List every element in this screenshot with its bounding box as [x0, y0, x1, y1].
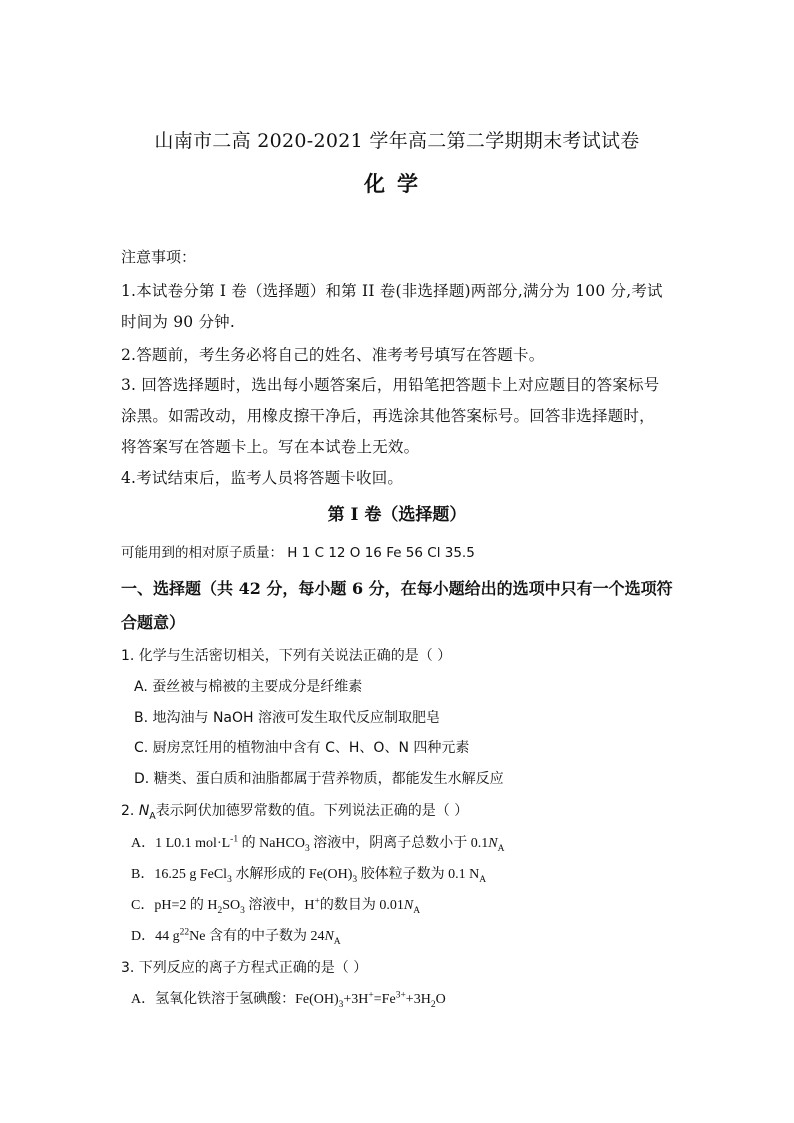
q2a-sub: 3: [304, 843, 310, 854]
note-line-1: 1.本试卷分第 I 卷（选择题）和第 II 卷(非选择题)两部分,满分为 100 分,考试: [121, 282, 663, 300]
question-2-stem: [121, 800, 468, 822]
q2d-n-sub: A: [333, 936, 341, 947]
question-1-option-d: D. 糖类、蛋白质和油脂都属于营养物质，都能发生水解反应: [134, 771, 504, 787]
q2b-text-3: 胶体粒子数为 0.1 N: [357, 867, 480, 882]
q2a-text-2: 的 NaHCO: [238, 836, 305, 851]
note-line-4: 3. 回答选择题时，选出每小题答案后，用铅笔把答题卡上对应题目的答案标号: [121, 376, 660, 394]
q3a-sub: 3: [338, 999, 344, 1010]
note-line-5: 涂黑。如需改动，用橡皮擦干净后，再选涂其他答案标号。回答非选择题时，: [121, 407, 655, 425]
q2a-sup: -1: [230, 834, 239, 845]
q2a-text: A．1 L0.1 mol·L: [131, 836, 231, 851]
part-one-heading: 一、选择题（共 42 分，每小题 6 分，在每小题给出的选项中只有一个选项符: [121, 579, 673, 598]
question-1-stem: 1. 化学与生活密切相关，下列有关说法正确的是（ ）: [121, 648, 452, 664]
note-line-2: 时间为 90 分钟.: [121, 313, 236, 331]
q2c-sup: +: [314, 896, 320, 907]
atomic-masses: 可能用到的相对原子质量： H 1 C 12 O 16 Fe 56 Cl 35.5: [121, 545, 475, 561]
q2c-sub: 2: [217, 905, 223, 916]
q2c-n-symbol: N: [403, 898, 414, 913]
q2b-text-2: 水解形成的 Fe(OH): [231, 867, 353, 882]
notes-heading: 注意事项：: [121, 248, 197, 266]
q2a-text-3: 溶液中，阴离子总数小于 0.1: [309, 836, 489, 851]
note-line-3: 2.答题前，考生务必将自己的姓名、准考考号填写在答题卡。: [121, 346, 545, 364]
question-1-option-b: B. 地沟油与 NaOH 溶液可发生取代反应制取肥皂: [134, 710, 441, 726]
q2a-n-sub: A: [497, 843, 505, 854]
q2-n-symbol: N: [138, 803, 150, 819]
q2c-text: C．pH=2 的 H: [131, 898, 218, 913]
question-2-option-c: [131, 894, 420, 916]
q2c-text-3: 溶液中，H: [244, 898, 315, 913]
q2b-n-sub: A: [479, 874, 487, 885]
q3a-sup-2: 3+: [395, 990, 406, 1001]
q2c-sub-2: 3: [240, 905, 245, 916]
part-one-heading-cont: 合题意）: [121, 613, 186, 632]
q2b-sub: 3: [227, 874, 232, 885]
q2-stem-text: 表示阿伏加德罗常数的值。下列说法正确的是（ ）: [155, 803, 469, 819]
q3a-text: A．氢氧化铁溶于氢碘酸：Fe(OH): [131, 992, 339, 1007]
q2c-text-2: SO: [222, 898, 241, 913]
q3a-text-2: +3H: [343, 992, 369, 1007]
question-3-option-a: [131, 988, 446, 1010]
q3a-text-4: +3H: [405, 992, 431, 1007]
q2-n-subscript: A: [149, 810, 156, 822]
question-2-option-a: [131, 832, 504, 854]
q3a-sub-2: 2: [430, 999, 436, 1010]
q2-number: 2.: [121, 803, 139, 819]
question-2-option-d: [131, 925, 341, 947]
q2b-text: B．16.25 g FeCl: [131, 867, 228, 882]
note-line-6: 将答案写在答题卡上。写在本试卷上无效。: [121, 438, 420, 456]
q2d-n-symbol: N: [324, 929, 334, 944]
q2a-n-symbol: N: [488, 836, 498, 851]
q2d-text-2: Ne 含有的中子数为 24: [189, 929, 325, 944]
q2c-n-sub: A: [413, 905, 421, 916]
q3a-sup: +: [368, 990, 374, 1001]
question-2-option-b: [131, 863, 486, 885]
q3a-text-5: O: [435, 992, 446, 1007]
q2d-text: D．44 g: [131, 929, 180, 944]
question-1-option-a: A. 蚕丝被与棉被的主要成分是纤维素: [134, 679, 363, 695]
note-line-7: 4.考试结束后，监考人员将答题卡收回。: [121, 469, 404, 487]
q3a-text-3: =Fe: [373, 992, 396, 1007]
q2d-sup: 22: [179, 927, 190, 938]
exam-title: 山南市二高 2020-2021 学年高二第二学期期末考试试卷: [154, 130, 640, 152]
section-title: 第 Ⅰ 卷（选择题）: [327, 505, 467, 525]
q2b-sub-2: 3: [352, 874, 358, 885]
question-3-stem: 3. 下列反应的离子方程式正确的是（ ）: [121, 960, 368, 976]
subject-title: 化学: [364, 171, 430, 196]
q2c-text-4: 的数目为 0.01: [319, 898, 404, 913]
question-1-option-c: C. 厨房烹饪用的植物油中含有 C、H、O、N 四种元素: [134, 740, 470, 756]
